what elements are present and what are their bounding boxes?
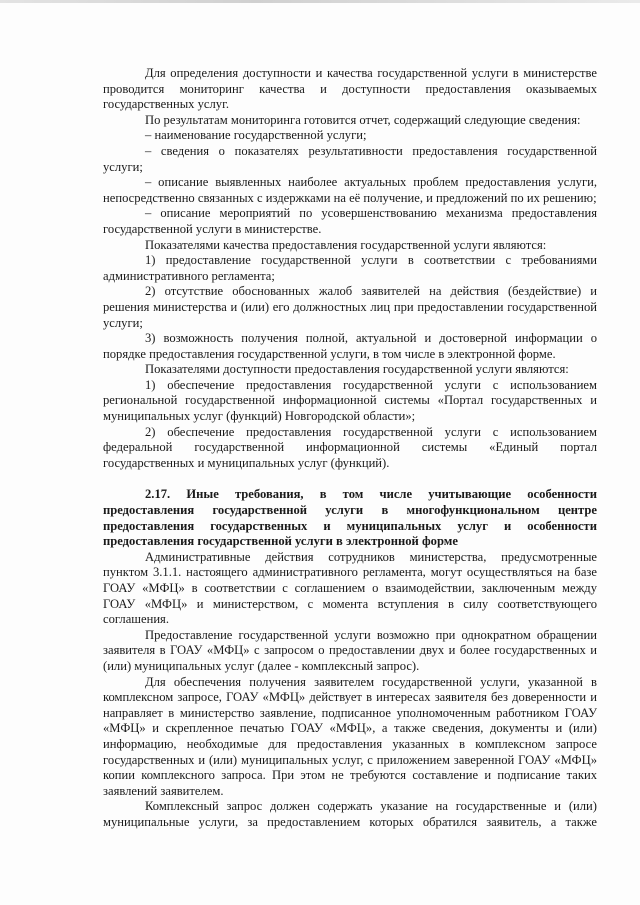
list-item-measures: – описание мероприятий по усовершенствованию механизма предоставления государственной услуги в министерстве. [103, 206, 597, 236]
paragraph-mfc-actions: Административные действия сотрудников министерства, предусмотренные пунктом 3.1.1. настоящего административного регламента, могут осуществляться на базе ГОАУ «МФЦ» в соответствии с соглашением о взаимодействии, заключенным между ГОАУ «МФЦ» и министерством, с момента вступления в силу соответствующего соглашения. [103, 549, 597, 627]
list-item-quality-2: 2) отсутствие обоснованных жалоб заявителей на действия (бездействие) и решения министерства и (или) его должностных лиц при предоставлении государственной услуги; [103, 284, 597, 330]
section-heading-2-17: 2.17. Иные требования, в том числе учитывающие особенности предоставления государственной услуги в многофункциональном центре предоставления государственных и муниципальных услуг и особенности предоставления государственной услуги в электронной форме [103, 487, 597, 549]
paragraph-mfc-obligations: Для обеспечения получения заявителем государственной услуги, указанной в комплексном запросе, ГОАУ «МФЦ» действует в интересах заявителя без доверенности и направляет в министерство заявление, подписанное уполномоченным работником ГОАУ «МФЦ» и скрепленное печатью ГОАУ «МФЦ», а также сведения, документы и (или) информацию, необходимые для предоставления указанных в комплексном запросе государственных и (или) муниципальных услуг, с приложением заверенной ГОАУ «МФЦ» копии комплексного запроса. При этом не требуются составление и подписание таких заявлений заявителем. [103, 674, 597, 798]
list-item-accessibility-1: 1) обеспечение предоставления государственной услуги с использованием региональной государственной информационной системы «Портал государственных и муниципальных услуг (функций) Новгородской области»; [103, 377, 597, 424]
list-item-performance-info: – сведения о показателях результативности предоставления государственной услуги; [103, 143, 597, 174]
list-item-quality-1: 1) предоставление государственной услуги в соответствии с требованиями административного регламента; [103, 253, 597, 283]
list-item-problems: – описание выявленных наиболее актуальных проблем предоставления услуги, непосредственно связанных с издержками на её получение, и предложений по их решению; [103, 175, 597, 205]
list-item-service-name: – наименование государственной услуги; [145, 128, 367, 143]
paragraph-accessibility-indicators: Показателями доступности предоставления государственной услуги являются: [145, 362, 569, 377]
list-item-accessibility-2: 2) обеспечение предоставления государственной услуги с использованием федеральной государственной информационной системы «Единый портал государственных и муниципальных услуг (функций). [103, 424, 597, 470]
paragraph-quality-indicators: Показателями качества предоставления государственной услуги являются: [145, 237, 547, 252]
paragraph-report-intro: По результатам мониторинга готовится отчет, содержащий следующие сведения: [145, 112, 581, 127]
paragraph-monitoring-intro: Для определения доступности и качества государственной услуги в министерстве проводится мониторинг качества и доступности предоставления оказываемых государственных услуг. [103, 66, 597, 112]
scan-top-edge [0, 0, 640, 3]
paragraph-complex-request-content: Комплексный запрос должен содержать указание на государственные и (или) муниципальные услуги, за предоставлением которых обратился заявитель, а также [103, 799, 597, 829]
list-item-quality-3: 3) возможность получения полной, актуальной и достоверной информации о порядке предоставления государственной услуги, в том числе в электронной форме. [103, 331, 597, 361]
document-body [103, 66, 597, 831]
paragraph-complex-request: Предоставление государственной услуги возможно при однократном обращении заявителя в ГОАУ «МФЦ» с запросом о предоставлении двух и более государственных и (или) муниципальных услуг (далее - комплексный запрос). [103, 627, 597, 673]
